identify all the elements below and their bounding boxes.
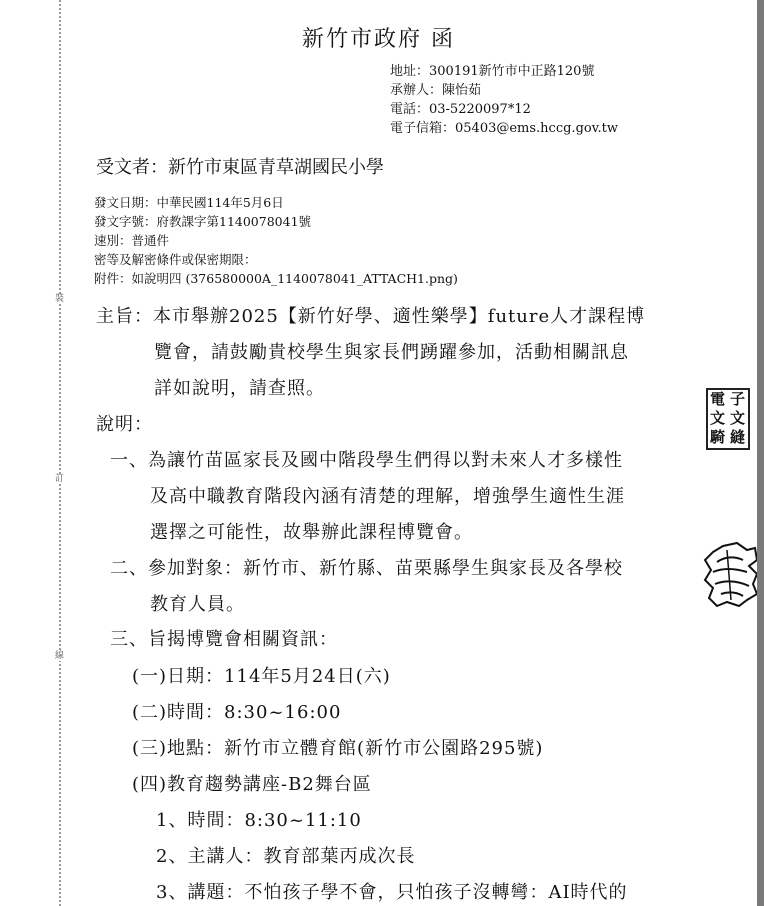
seal-stamp-icon [703,540,757,608]
attachment-link[interactable]: 附件：如說明四 (376580000A_1140078041_ATTACH1.png) [94,271,458,286]
item1-line-3: 選擇之可能性，故舉辦此課程博覽會。 [150,522,473,543]
phone-number: 電話：03-5220097*12 [390,102,531,117]
electronic-document-stamp [706,388,750,450]
sender-address: 地址：300191新竹市中正路120號 [390,64,595,79]
binding-mark-xian: 線 [55,651,65,661]
secrecy-level: 密等及解密條件或保密期限： [94,252,257,267]
binding-line [59,0,61,906]
email-address: 電子信箱：05403@ems.hccg.gov.tw [390,121,619,136]
lecture-time: 1、時間：8:30~11:10 [156,810,362,831]
handler-name: 承辦人：陳怡茹 [390,83,482,98]
stamp-char: 縫 [730,428,746,446]
subject-line-1: 主旨：本市舉辦2025【新竹好學、適性樂學】future人才課程博 [96,306,646,327]
issue-date: 發文日期：中華民國114年5月6日 [94,195,284,210]
stamp-char: 子 [730,390,746,408]
delivery-speed: 速別：普通件 [94,233,170,248]
item3-lecture: (四)教育趨勢講座-B2舞台區 [132,774,372,795]
item3-location: (三)地點：新竹市立體育館(新竹市公園路295號) [132,738,544,759]
stamp-char: 文 [730,409,746,427]
item1-line-1: 一、為讓竹苗區家長及國中階段學生們得以對未來人才多樣性 [110,450,623,471]
item3-date: (一)日期：114年5月24日(六) [132,666,391,687]
recipient: 受文者：新竹市東區青草湖國民小學 [96,157,384,178]
item3-time: (二)時間：8:30~16:00 [132,702,342,723]
item2-line-2: 教育人員。 [150,594,245,615]
subject-line-2: 覽會，請鼓勵貴校學生與家長們踴躍參加，活動相關訊息 [154,342,629,363]
item1-line-2: 及高中職教育階段內涵有清楚的理解，增強學生適性生涯 [150,486,625,507]
item2-line-1: 二、參加對象：新竹市、新竹縣、苗栗縣學生與家長及各學校 [110,558,623,579]
stamp-char: 電 [710,390,726,408]
stamp-char: 文 [710,409,726,427]
lecture-speaker: 2、主講人：教育部葉丙成次長 [156,846,416,867]
item3-heading: 三、旨揭博覽會相關資訊： [110,629,338,650]
document-title: 新竹市政府 函 [302,27,455,52]
stamp-char: 騎 [710,428,726,446]
binding-mark-ding: 訂 [55,474,65,484]
lecture-topic: 3、講題：不怕孩子學不會，只怕孩子沒轉彎：AI時代的 [156,882,628,903]
document-number: 發文字號：府教課字第1140078041號 [94,214,312,229]
subject-line-3: 詳如說明，請查照。 [154,378,325,399]
binding-mark-zhuang: 裝 [55,294,65,304]
explanation-heading: 說明： [96,414,153,435]
